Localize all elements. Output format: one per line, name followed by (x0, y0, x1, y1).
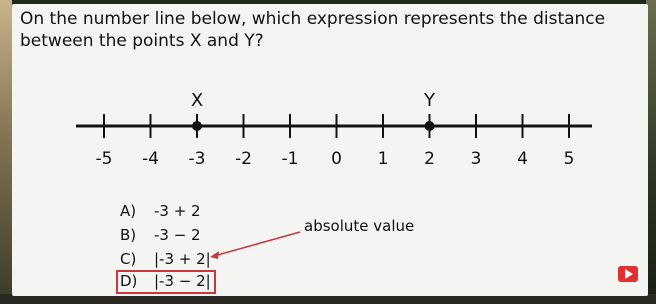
point-y-label: Y (424, 90, 435, 111)
annotation-label: absolute value (304, 217, 415, 235)
tick-label: -2 (235, 149, 252, 169)
choice-expression: |-3 − 2| (154, 272, 211, 290)
choice-expression: |-3 + 2| (154, 250, 211, 268)
tick-label: 4 (517, 149, 528, 169)
tick-label: 2 (424, 149, 435, 169)
tick-label: -5 (95, 149, 113, 169)
point-x-label: X (190, 90, 204, 111)
choice-letter: A) (120, 202, 137, 220)
tick-label: -4 (142, 149, 159, 169)
tick-label: -1 (281, 149, 299, 169)
tick-label: 5 (563, 149, 575, 169)
choice-expression: -3 − 2 (154, 226, 201, 244)
tick-label: 3 (470, 149, 482, 169)
choice-expression: -3 + 2 (154, 202, 201, 220)
play-icon[interactable] (618, 266, 638, 282)
tick-label: -3 (188, 149, 206, 169)
question-text: On the number line below, which expression represents the distance between the points X and Y? (20, 9, 606, 51)
choice-letter: C) (120, 250, 137, 268)
choice-letter: D) (120, 272, 138, 290)
tick-label: 1 (377, 149, 389, 169)
tick-label: 0 (331, 149, 342, 169)
choice-letter: B) (120, 226, 137, 244)
